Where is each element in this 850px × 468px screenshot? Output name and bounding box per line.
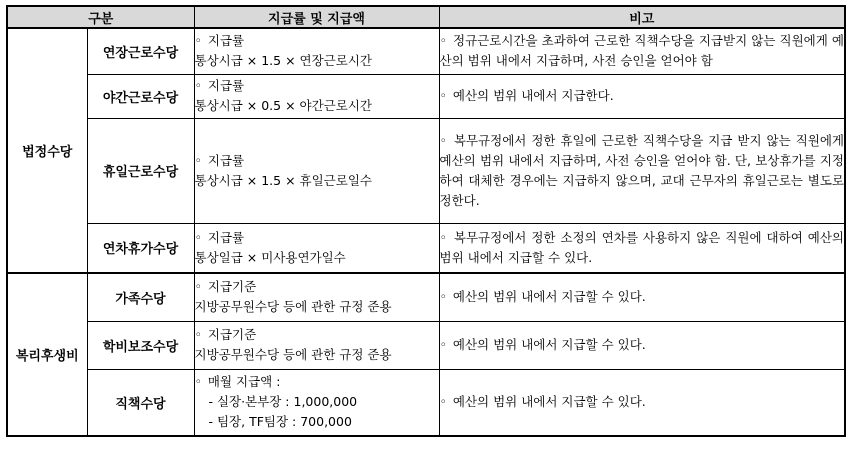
bullet-icon: ◦ [439, 394, 447, 410]
header-rate: 지급률 및 지급액 [194, 6, 439, 28]
rate-formula: 통상시급 × 1.5 × 휴일근로일수 [194, 172, 372, 188]
rate-cell [194, 273, 439, 321]
remark-cell [439, 118, 845, 223]
rate-cell [194, 223, 439, 273]
table-row [7, 321, 845, 369]
remark-text: 예산의 범위 내에서 지급한다. [452, 88, 614, 103]
rate-amount-line: - 팀장, TF팀장 : 700,000 [208, 414, 352, 430]
item-label: 가족수당 [87, 273, 194, 321]
bullet-icon: ◦ [439, 88, 447, 103]
header-remarks: 비고 [439, 6, 845, 28]
table-row [7, 223, 845, 273]
rate-cell [194, 118, 439, 223]
group-label: 복리후생비 [7, 273, 87, 436]
remark-text: 정규근로시간을 초과하여 근로한 직책수당을 지급받지 않는 직원에게 예산의 범위 내에서 지급하며, 사전 승인을 얻어야 함 [439, 33, 844, 69]
item-label: 연장근로수당 [87, 28, 194, 74]
group-label: 법정수당 [7, 28, 87, 273]
bullet-icon: ◦ [194, 374, 202, 390]
bullet-icon: ◦ [439, 289, 447, 305]
bullet-icon: ◦ [194, 327, 202, 342]
remark-cell [439, 369, 845, 436]
header-row [7, 6, 845, 28]
rate-formula: 통상시급 × 1.5 × 연장근로시간 [194, 53, 372, 69]
remark-cell [439, 28, 845, 74]
rate-formula: 통상시급 × 0.5 × 야간근로시간 [194, 98, 372, 113]
rate-heading: 지급기준 [207, 279, 257, 295]
remark-text: 복무규정에서 정한 휴일에 근로한 직책수당을 지급 받지 않는 직원에게 예산의 범위 내에서 지급하며, 사전 승인을 얻어야 함. 단, 보상휴가를 지정하여 대체한 경우에는 지급하지 않으며, 교대 근무자의 휴일근로는 별도로 정한다. [439, 132, 844, 208]
rate-heading: 지급률 [207, 78, 245, 93]
remark-cell [439, 223, 845, 273]
bullet-icon: ◦ [194, 152, 202, 168]
table-row [7, 273, 845, 321]
rate-heading: 매월 지급액 : [207, 374, 281, 390]
remark-cell [439, 74, 845, 118]
rate-heading: 지급기준 [207, 327, 257, 342]
bullet-icon: ◦ [439, 229, 448, 245]
item-label: 직책수당 [87, 369, 194, 436]
remark-text: 복무규정에서 정한 소정의 연차를 사용하지 않은 직원에 대하여 예산의 범위 내에서 지급할 수 있다. [439, 229, 844, 265]
header-category: 구분 [7, 6, 194, 28]
rate-heading: 지급률 [207, 33, 245, 49]
bullet-icon: ◦ [439, 337, 447, 352]
rate-formula: 통상일급 × 미사용연가일수 [194, 249, 346, 265]
item-label: 연차휴가수당 [87, 223, 194, 273]
item-label: 휴일근로수당 [87, 118, 194, 223]
table-row [7, 28, 845, 74]
table-row [7, 74, 845, 118]
rate-heading: 지급률 [207, 152, 245, 168]
remark-text: 예산의 범위 내에서 지급할 수 있다. [452, 289, 646, 305]
rate-amount-line: - 실장·본부장 : 1,000,000 [208, 394, 358, 410]
bullet-icon: ◦ [439, 132, 448, 148]
rate-cell [194, 321, 439, 369]
bullet-icon: ◦ [194, 229, 202, 245]
rate-cell [194, 369, 439, 436]
allowance-table [6, 5, 846, 437]
bullet-icon: ◦ [194, 78, 202, 93]
item-label: 야간근로수당 [87, 74, 194, 118]
bullet-icon: ◦ [439, 33, 448, 49]
remark-cell [439, 321, 845, 369]
remark-text: 예산의 범위 내에서 지급할 수 있다. [452, 394, 646, 410]
bullet-icon: ◦ [194, 279, 202, 295]
remark-text: 예산의 범위 내에서 지급할 수 있다. [452, 337, 646, 352]
rate-formula: 지방공무원수당 등에 관한 규정 준용 [194, 347, 392, 362]
item-label: 학비보조수당 [87, 321, 194, 369]
rate-formula: 지방공무원수당 등에 관한 규정 준용 [194, 299, 392, 315]
rate-heading: 지급률 [207, 229, 245, 245]
bullet-icon: ◦ [194, 33, 202, 49]
rate-cell [194, 74, 439, 118]
table-row [7, 118, 845, 223]
remark-cell [439, 273, 845, 321]
table-row [7, 369, 845, 436]
rate-cell [194, 28, 439, 74]
